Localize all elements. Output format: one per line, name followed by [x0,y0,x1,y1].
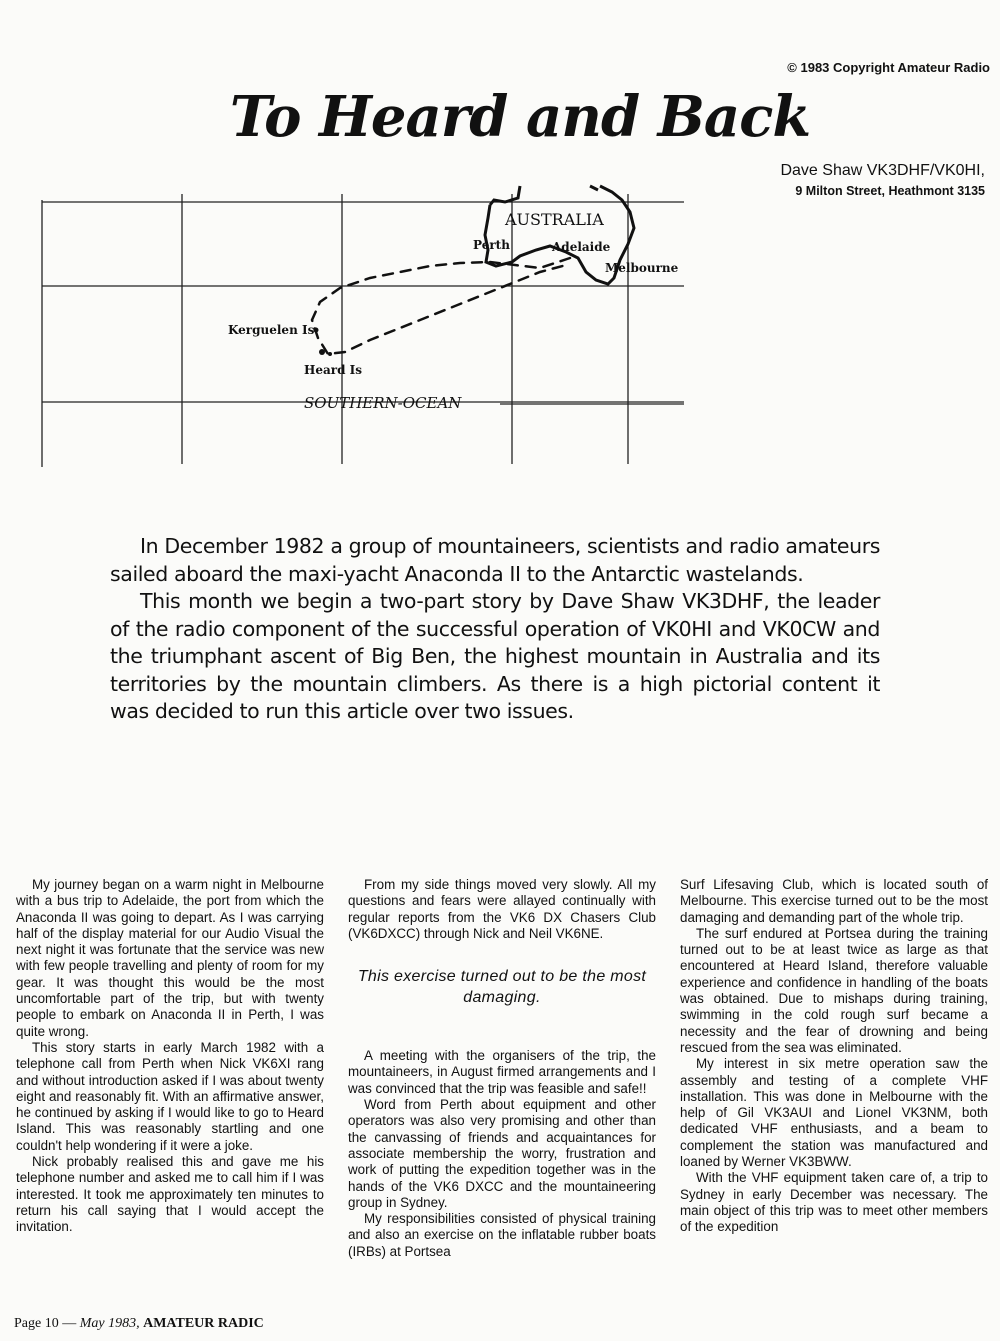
column-1 [16,877,324,1236]
route-map [0,180,700,470]
map-label-adelaide: Adelaide [552,240,611,254]
copyright-notice: © 1983 Copyright Amateur Radio [787,60,990,75]
map-label-perth: Perth [473,238,510,252]
map-label-kerguelen: Kerguelen Is [228,323,315,337]
magazine-name: AMATEUR RADIC [143,1316,264,1331]
intro-paragraph: This month we begin a two-part story by Dave Shaw VK3DHF, the leader of the radio component of the successful operation of VK0HI and VK0CW and the triumphant ascent of Big Ben, the highest mountain in Australia and its territories by the mountain climbers. As there is a high pictorial content it was decided to run this article over two issues. [110,589,880,723]
body-paragraph: Word from Perth about equipment and other operators was also very promising and other than the canvassing of friends and acquaintances for associate membership the worry, frustration and work of putting the expedition together was in the hands of the VK6 DXCC and the mountaineering group in Sydney. [348,1097,656,1210]
article-intro [110,533,880,726]
body-paragraph: With the VHF equipment taken care of, a trip to Sydney in early December was necessary. The main object of this trip was to meet other members of the expedition [680,1170,988,1235]
column-3 [680,877,988,1236]
body-paragraph: My journey began on a warm night in Melbourne with a bus trip to Adelaide, the port from which the Anaconda II was going to depart. As I was carrying half of the display material for our Audio Visual the next night it was fortunate that the service was new with few people travelling and plenty of room for my gear. It was thought this would be the most uncomfortable part of the trip, but with twenty people to embark on Anaconda II in Perth, I was quite wrong. [16,877,324,1039]
route-outbound [312,258,570,354]
map-grid [42,194,684,467]
heard-marker [319,349,325,355]
pull-quote: This exercise turned out to be the most damaging. [357,968,647,1007]
page-footer [14,1316,514,1332]
body-paragraph: This story starts in early March 1982 with a telephone call from Perth when Nick VK6XI rang and without introduction asked if I was about twenty eight and reasonably fit. With an affirmative answer, he continued by asking if I would like to go to Heard Island. This was reasonably startling and one couldn't help wondering if it were a joke. [16,1039,324,1153]
map-label-ocean: SOUTHERN-OCEAN [304,394,462,412]
article-title: To Heard and Back [229,84,811,150]
intro-paragraph: In December 1982 a group of mountaineers, scientists and radio amateurs sailed aboard the maxi-yacht Anaconda II to the Antarctic wastelands. [110,534,880,586]
column-2 [348,877,656,1260]
route-arrows [312,258,570,354]
body-paragraph: From my side things moved very slowly. All my questions and fears were allayed continually with regular reports from the VK6 DX Chasers Club (VK6DXCC) through Nick and Neil VK6NE. [348,877,656,941]
body-paragraph: My responsibilities consisted of physical training and also an exercise on the inflatable rubber boats (IRBs) at Portsea [348,1211,656,1259]
body-paragraph: A meeting with the organisers of the trip, the mountaineers, in August firmed arrangements and I was convinced that the trip was feasible and safe!! [348,1048,656,1096]
map-label-australia: AUSTRALIA [505,210,604,229]
island-dots [314,328,333,357]
body-paragraph: The surf endured at Portsea during the training turned out to be at least twice as large as that encountered at Heard Island, therefore valuable experience and confidence in handling of the boats was obtained. Due to mishaps during training, swimming in the cold rough surf became a necessity and the fear of drowning and being rescued from the sea was eliminated. [680,925,988,1055]
map-label-heard: Heard Is [304,363,363,377]
body-paragraph: Nick probably realised this and gave me his telephone number and asked me to call him if I was interested. It took me approximately ten minutes to return his call saying that I would accept the invitation. [16,1154,324,1235]
map-label-melbourne: Melbourne [605,261,679,275]
author-address: 9 Milton Street, Heathmont 3135 [795,184,985,198]
body-paragraph-continued: Surf Lifesaving Club, which is located south of Melbourne. This exercise turned out to be the most damaging and demanding part of the whole trip. [680,877,988,925]
body-paragraph: My interest in six metre operation saw the assembly and testing of a complete VHF installation. This was done in Melbourne with the help of Gil VK3AUI and Lionel VK3NM, both dedicated VHF enthusiasts, and a beam to complement the station was manufactured and loaned by Werner VK3BWW. [680,1056,988,1170]
issue-date: May 1983, [79,1316,140,1331]
page-number: Page 10 — [14,1316,77,1331]
heard-marker-small [328,352,332,356]
author-name: Dave Shaw VK3DHF/VK0HI, [780,162,985,179]
